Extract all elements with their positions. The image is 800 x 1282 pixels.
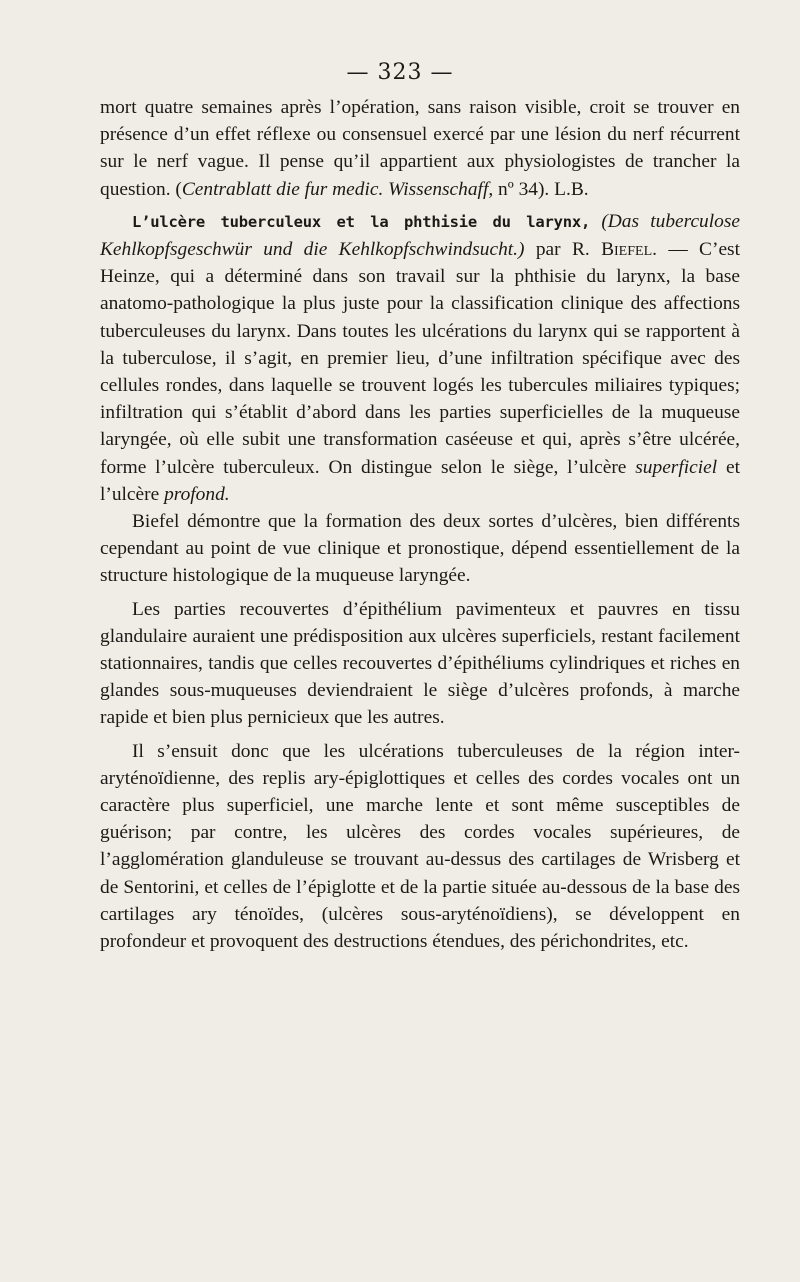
paragraph-text: mort quatre semaines après l’opération, sans raison visible, croit se trouver en présence d’un effet réflexe ou consensuel exercé par une lésion du nerf récurrent sur le nerf vague. Il pense qu’il appartient aux physiologistes de trancher la question. (: [100, 97, 740, 200]
paragraph: Il s’ensuit donc que les ulcérations tuberculeuses de la région inter-aryténoïdienne, des replis ary-épiglottiques et celles des cordes vocales ont un caractère plus superficiel, une marche lente et sont même susceptibles de guérison; par contre, les ulcères des cordes vocales supérieures, de l’agglomération glanduleuse se trouvant au-dessus des cartilages de Wrisberg et de Sentorini, et celles de l’épiglotte et de la partie située au-dessous de la base des cartilages ary ténoïdes, (ulcères sous-aryténoïdiens), se développent en profondeur et provoquent des destructions étendues, des périchondrites, etc.: [100, 740, 740, 953]
italic-term: profond.: [164, 483, 230, 505]
article-german-title: (Das tuberculose Kehlkopfsgeschwür und die Kehlkopfschwindsucht.): [100, 210, 740, 261]
body-text: [100, 94, 740, 955]
author-prefix: par R.: [535, 239, 590, 261]
italic-term: superficiel: [635, 456, 718, 478]
page-number: — 323 —: [346, 60, 454, 85]
citation-end: , nº 34). L.B.: [488, 178, 589, 200]
article-paragraph: [100, 208, 740, 508]
paragraph-text: — C’est Heinze, qui a déterminé dans son travail sur la phthisie du larynx, la base anatomo-pathologique la plus juste pour la classification clinique des affections tuberculeuses du larynx. Dans toutes les ulcérations du larynx qui se rapportent à la tuberculose, il s’agit, en premier lieu, d’une infiltration spécifique avec des cellules rondes, dans laquelle se trouvent logés les tubercules miliaires typiques; infiltration qui s’établit d’abord dans les parties superficielles de la muqueuse laryngée, où elle subit une transformation caséeuse et qui, après s’être ulcérée, forme l’ulcère tuberculeux. On distingue selon le siège, l’ulcère: [100, 239, 740, 478]
paragraph-text: et l’ulcère: [100, 456, 740, 505]
article-title: L’ulcère tuberculeux et la phthisie du larynx,: [132, 212, 591, 231]
source-citation: Centrablatt die fur medic. Wissenschaff: [181, 178, 489, 200]
author-name: Biefel.: [601, 239, 657, 261]
paragraph: Biefel démontre que la formation des deux sortes d’ulcères, bien différents cependant au point de vue clinique et pronostique, dépend essentiellement de la structure histologique de la muqueuse laryngée.: [100, 511, 740, 587]
paragraph: Les parties recouvertes d’épithélium pavimenteux et pauvres en tissu glandulaire auraient une prédisposition aux ulcères superficiels, restant facilement stationnaires, tandis que celles recouvertes d’épithéliums cylindriques et riches en glandes sous-muqueuses deviendraient le siège d’ulcères profonds, à marche rapide et bien plus pernicieux que les autres.: [100, 598, 740, 729]
paragraph-continuation: [100, 94, 740, 203]
